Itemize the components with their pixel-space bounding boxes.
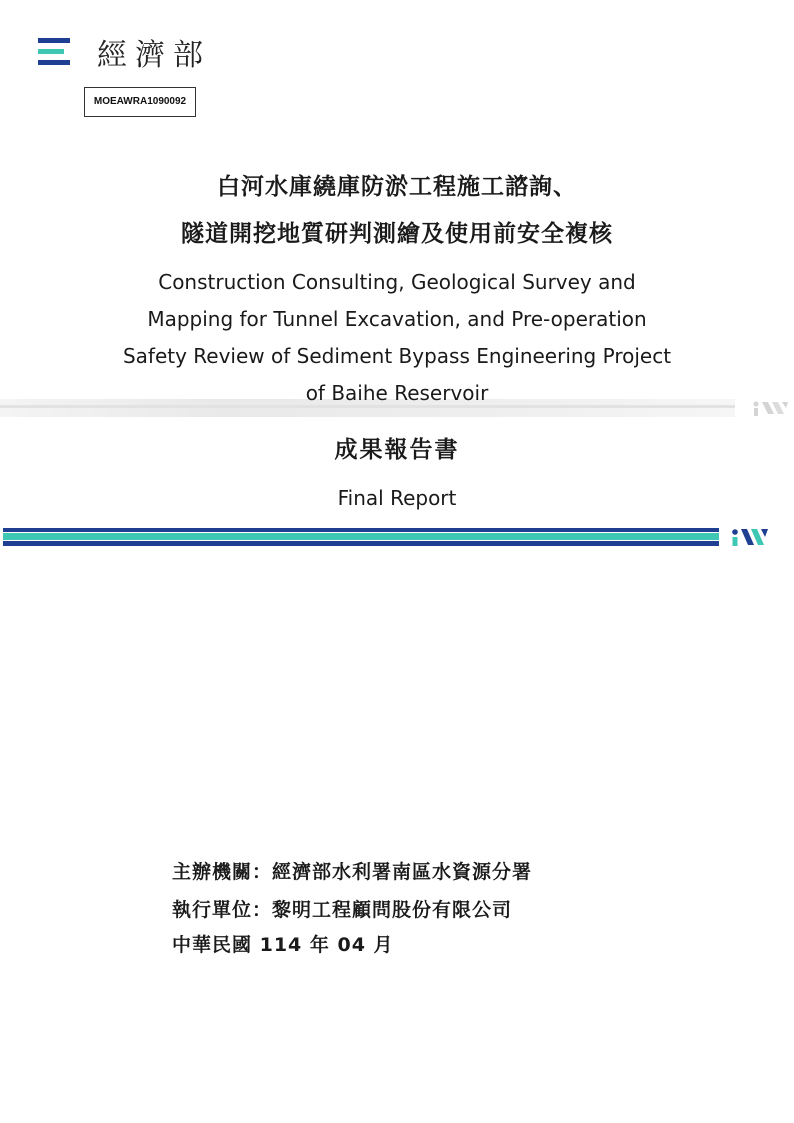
ministry-name: 經濟部 — [97, 38, 211, 73]
organizer-line: 主辦機關：經濟部水利署南區水資源分署 — [172, 861, 533, 883]
report-title-zh: 成果報告書 — [334, 437, 460, 463]
wra-mark-icon — [730, 526, 770, 548]
title-en-line-3: Safety Review of Sediment Bypass Engineering Project — [122, 344, 672, 368]
date-line: 中華民國 114 年 04 月 — [172, 934, 394, 956]
report-title-en: Final Report — [337, 486, 457, 510]
title-zh-line-2: 隧道開挖地質研判測繪及使用前安全複核 — [181, 221, 613, 247]
color-stripe — [3, 528, 719, 546]
grey-band-line — [0, 405, 735, 408]
executor-line: 執行單位：黎明工程顧問股份有限公司 — [172, 899, 513, 921]
title-en-line-2: Mapping for Tunnel Excavation, and Pre-operation — [147, 307, 647, 331]
moea-logo-icon — [38, 38, 70, 66]
title-zh-line-1: 白河水庫繞庫防淤工程施工諮詢、 — [217, 174, 577, 200]
title-en-line-4: of Baihe Reservoir — [305, 381, 489, 405]
title-en-line-1: Construction Consulting, Geological Survey and — [158, 270, 636, 294]
document-code: MOEAWRA1090092 — [84, 87, 196, 117]
